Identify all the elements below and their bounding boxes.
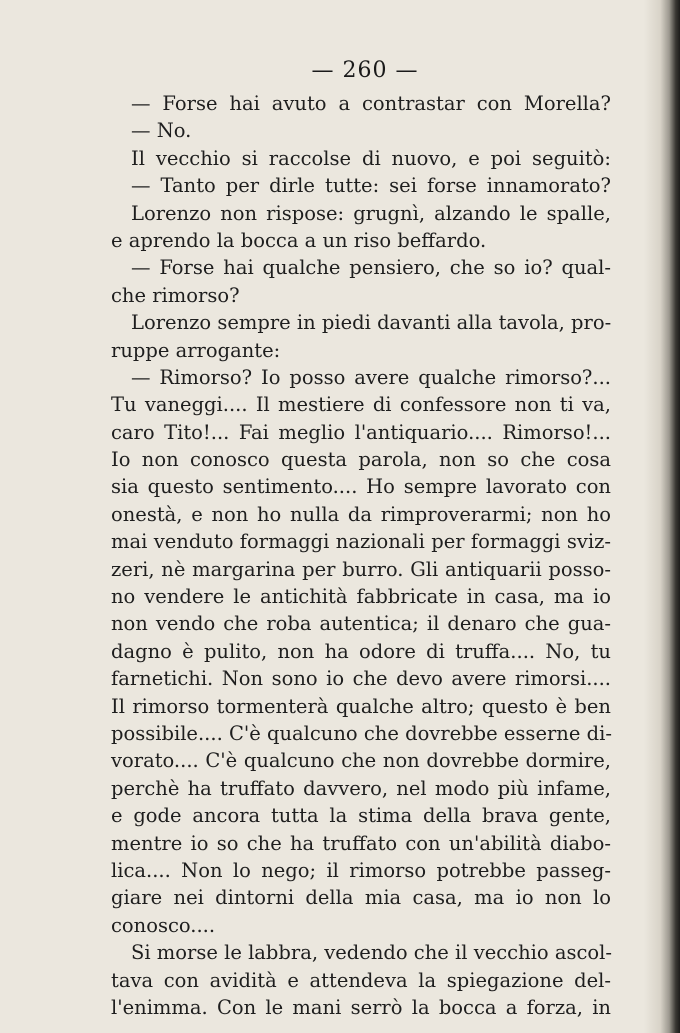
text-line: Tu vaneggi.... Il mestiere di confessore non ti va, [111,393,611,417]
text-line: possibile.... C'è qualcuno che dovrebbe esserne di- [111,721,612,745]
text-line: lica.... Non lo nego; il rimorso potrebbe passeg- [111,858,611,882]
text-line: caro Tito!... Fai meglio l'antiquario.... Rimorso!... [111,420,611,444]
text-line: — No. [131,119,192,143]
text-line: mentre io so che ha truffato con un'abilità diabo- [111,831,611,855]
text-line: e aprendo la bocca a un riso beffardo. [111,228,487,252]
text-line: vorato.... C'è qualcuno che non dovrebbe dormire, [111,749,611,773]
text-line: farnetichi. Non sono io che devo avere rimorsi.... [111,667,611,691]
text-line: giare nei dintorni della mia casa, ma io non lo [111,886,611,910]
text-line: Lorenzo sempre in piedi davanti alla tavola, pro- [131,311,612,335]
page-number: — 260 — [311,58,419,83]
text-line: — Rimorso? Io posso avere qualche rimorso?... [131,365,611,389]
text-line: mai venduto formaggi nazionali per formaggi sviz- [111,530,611,554]
text-line: Il rimorso tormenterà qualche altro; questo è ben [111,694,611,718]
page-binding-edge [644,0,680,1033]
text-line: Io non conosco questa parola, non so che cosa [111,448,611,472]
text-line: Si morse le labbra, vedendo che il vecchio ascol- [131,941,612,965]
text-line: — Forse hai qualche pensiero, che so io? qual- [131,256,611,280]
body-text [111,90,611,1021]
text-line: perchè ha truffato davvero, nel modo più infame, [111,776,611,800]
text-line: tava con avidità e attendeva la spiegazione del- [111,968,611,992]
text-line: — Forse hai avuto a contrastar con Morella? [131,92,611,115]
text-line: l'enimma. Con le mani serrò la bocca a forza, in [111,995,611,1019]
text-line: onestà, e non ho nulla da rimproverarmi; non ho [111,502,611,526]
text-line: Lorenzo non rispose: grugnì, alzando le spalle, [131,201,611,225]
text-line: ruppe arrogante: [111,338,281,362]
text-line: zeri, nè margarina per burro. Gli antiquarii posso- [111,557,611,581]
text-line: dagno è pulito, non ha odore di truffa.... No, tu [111,639,611,663]
text-line: — Tanto per dirle tutte: sei forse innamorato? [131,174,611,198]
text-line: che rimorso? [111,283,240,307]
text-line: e gode ancora tutta la stima della brava gente, [111,804,611,828]
text-line: conosco.... [111,913,216,937]
text-line: no vendere le antichità fabbricate in casa, ma io [111,585,611,609]
text-line: Il vecchio si raccolse di nuovo, e poi seguitò: [131,146,611,170]
text-line: sia questo sentimento.... Ho sempre lavorato con [111,475,611,499]
text-line: non vendo che roba autentica; il denaro che gua- [111,612,611,636]
